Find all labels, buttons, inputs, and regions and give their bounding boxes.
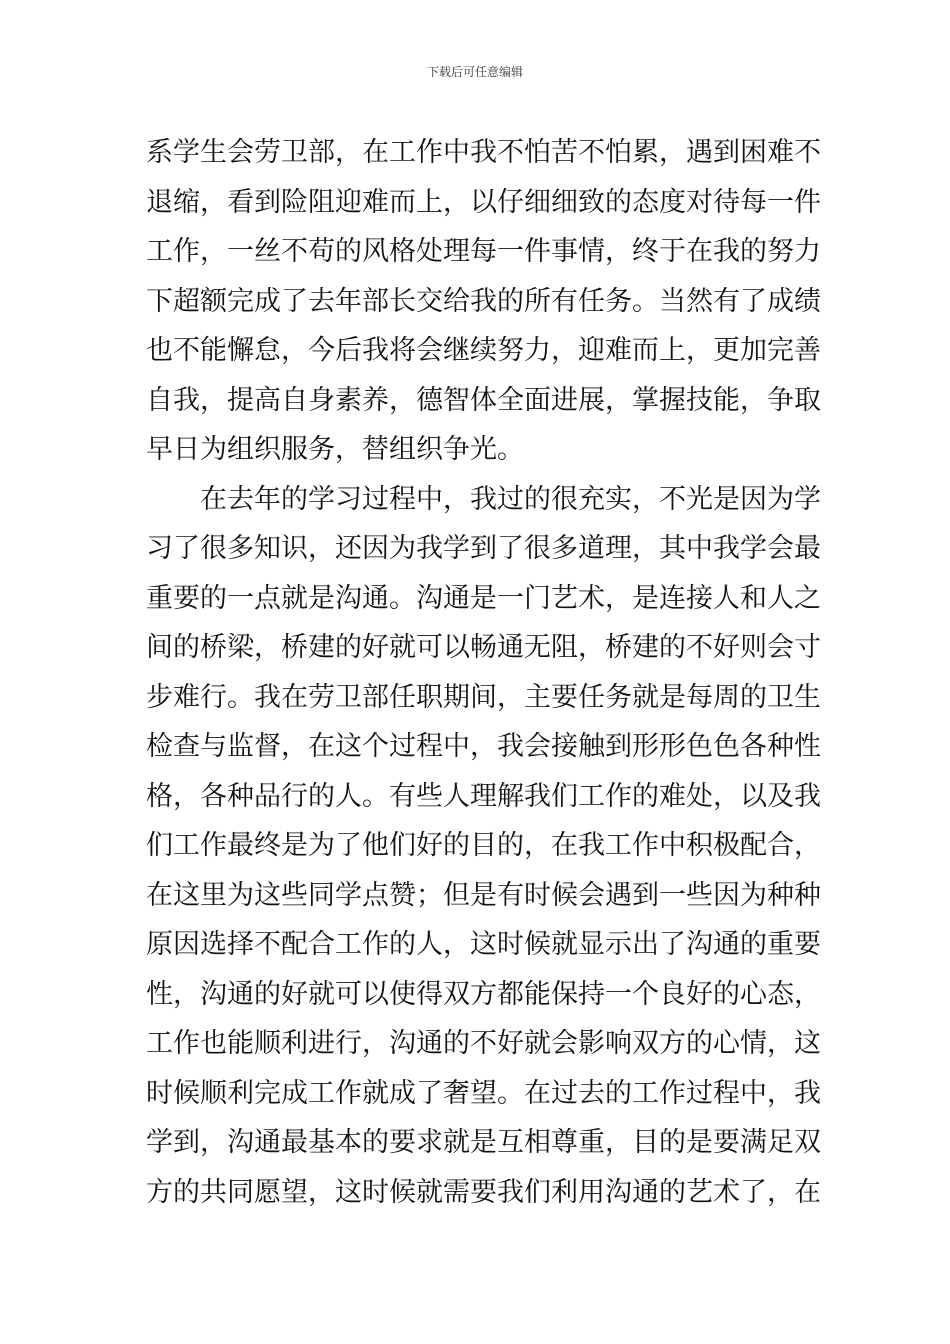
text-line: 间的桥梁，桥建的好就可以畅通无阻，桥建的不好则会寸 [146, 632, 821, 663]
document-body [146, 128, 821, 1217]
text-line: 格，各种品行的人。有些人理解我们工作的难处，以及我 [146, 780, 821, 812]
text-line: 自我，提高自身素养，德智体全面进展，掌握技能，争取 [146, 384, 821, 416]
text-line: 检查与监督，在这个过程中，我会接触到形形色色各种性 [146, 731, 821, 762]
page-header: 下载后可任意编辑 [426, 65, 523, 79]
text-line: 系学生会劳卫部，在工作中我不怕苦不怕累，遇到困难不 [146, 137, 821, 168]
text-line: 工作也能顺利进行，沟通的不好就会影响双方的心情，这 [146, 1028, 821, 1059]
text-line: 方的共同愿望，这时候就需要我们利用沟通的艺术了，在 [146, 1176, 821, 1208]
text-line: 原因选择不配合工作的人，这时候就显示出了沟通的重要 [146, 929, 821, 960]
paragraph-start-line: 在去年的学习过程中，我过的很充实，不光是因为学 [200, 483, 821, 515]
text-line: 学到，沟通最基本的要求就是互相尊重，目的是要满足双 [146, 1127, 821, 1158]
text-line: 性，沟通的好就可以使得双方都能保持一个良好的心态， [146, 978, 821, 1010]
text-line: 步难行。我在劳卫部任职期间，主要任务就是每周的卫生 [146, 681, 821, 713]
text-line: 下超额完成了去年部长交给我的所有任务。当然有了成绩 [146, 285, 821, 317]
text-line: 在这里为这些同学点赞；但是有时候会遇到一些因为种种 [146, 879, 821, 911]
text-line: 重要的一点就是沟通。沟通是一门艺术，是连接人和人之 [146, 582, 821, 614]
paragraph-end-line: 早日为组织服务，替组织争光。 [146, 434, 524, 465]
text-line: 习了很多知识，还因为我学到了很多道理，其中我学会最 [146, 533, 821, 564]
text-line: 也不能懈怠，今后我将会继续努力，迎难而上，更加完善 [146, 335, 821, 366]
text-line: 时候顺利完成工作就成了奢望。在过去的工作过程中，我 [146, 1077, 821, 1109]
text-line: 退缩，看到险阻迎难而上，以仔细细致的态度对待每一件 [146, 186, 821, 218]
text-line: 们工作最终是为了他们好的目的，在我工作中积极配合， [146, 830, 821, 861]
text-line: 工作，一丝不苟的风格处理每一件事情，终于在我的努力 [146, 236, 821, 267]
